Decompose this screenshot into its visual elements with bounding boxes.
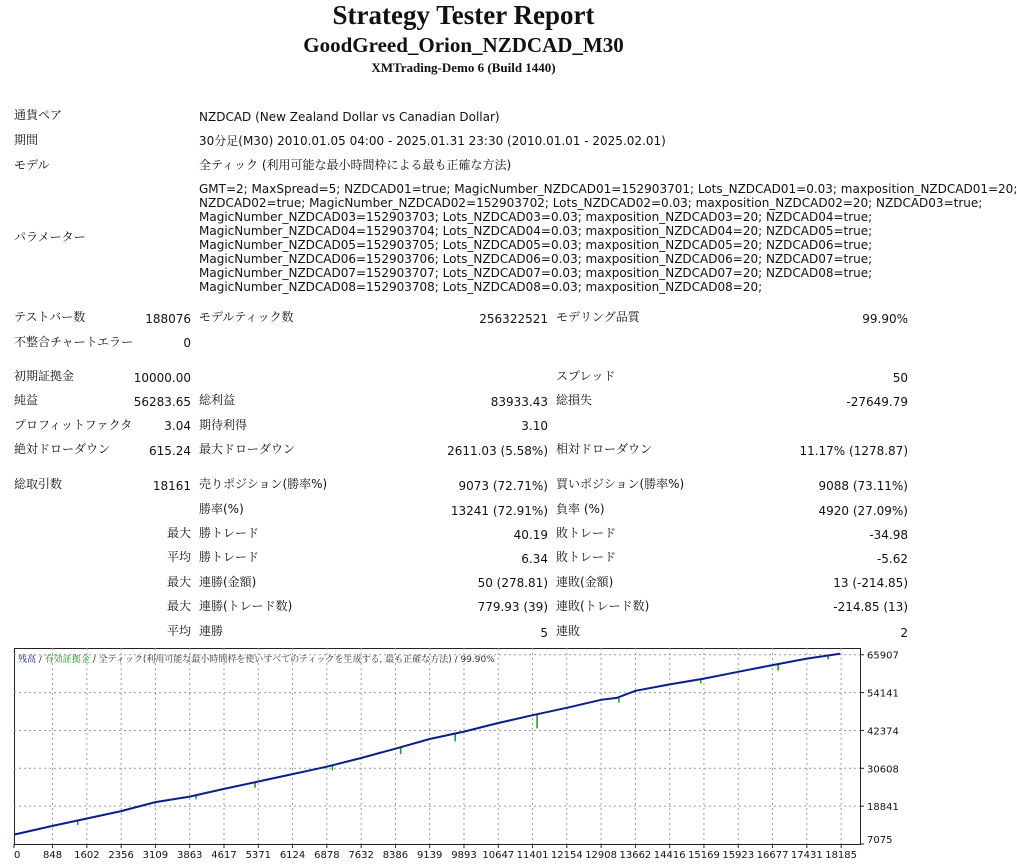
avg-loss-value: -5.62 — [876, 552, 908, 566]
report-subtitle: GoodGreed_Orion_NZDCAD_M30 — [303, 33, 624, 57]
legend-balance: 残高 — [18, 655, 37, 665]
x-tick-label: 6124 — [279, 850, 306, 861]
avg-consec-loss-label: 連敗 — [556, 624, 581, 638]
short-positions-label: 売りポジション(勝率%) — [199, 477, 328, 491]
legend-separator: / — [38, 655, 45, 665]
avg-label: 平均 — [166, 624, 191, 638]
quality-label: モデリング品質 — [556, 310, 640, 324]
total-trades-value: 18161 — [152, 479, 191, 493]
largest-loss-value: -34.98 — [869, 528, 908, 542]
x-tick-label: 15169 — [688, 850, 720, 861]
x-tick-label: 848 — [43, 850, 63, 861]
abs-drawdown-label: 絶対ドローダウン — [14, 442, 111, 456]
profit-factor-label: プロフィットファクタ — [14, 418, 133, 432]
max-drawdown-value: 2611.03 (5.58%) — [447, 444, 548, 458]
bars-label: テストバー数 — [14, 310, 86, 324]
avg-label: 平均 — [166, 550, 191, 564]
y-tick-label: 18841 — [867, 802, 899, 814]
max-consec-loss-money-value: 13 (-214.85) — [833, 576, 908, 590]
expected-payoff-value: 3.10 — [521, 419, 548, 433]
largest-loss-label: 敗トレード — [556, 526, 617, 540]
avg-consec-loss-value: 2 — [900, 626, 908, 640]
x-tick-label: 0 — [14, 850, 21, 861]
avg-win-value: 6.34 — [521, 552, 548, 566]
x-tick-label: 12908 — [585, 850, 618, 861]
quality-value: 99.90% — [862, 312, 908, 326]
x-tick-label: 14416 — [653, 850, 686, 861]
plot-area — [15, 649, 861, 845]
pair-label: 通貨ペア — [14, 108, 63, 122]
deposit-label: 初期証拠金 — [14, 369, 75, 383]
win-rate-value: 13241 (72.91%) — [450, 504, 548, 518]
y-tick-label: 42374 — [867, 726, 899, 738]
x-tick-label: 4617 — [211, 850, 237, 861]
x-axis-ticks — [14, 844, 857, 861]
params-line: NZDCAD02=true; MagicNumber_NZDCAD02=152903702; Lots_NZDCAD02=0.03; maxposition_NZDCAD02=20; NZDCAD03=true; — [199, 196, 983, 210]
x-tick-label: 13662 — [619, 850, 652, 861]
x-tick-label: 16677 — [756, 850, 789, 861]
chart-legend — [18, 653, 495, 665]
max-consec-win-trades-label: 連勝(トレード数) — [199, 599, 293, 613]
y-axis-ticks — [860, 651, 899, 846]
profit-factor-value: 3.04 — [164, 419, 191, 433]
params-line: MagicNumber_NZDCAD05=152903705; Lots_NZDCAD05=0.03; maxposition_NZDCAD05=20; NZDCAD06=true; — [199, 238, 873, 252]
params-line: GMT=2; MaxSpread=5; NZDCAD01=true; MagicNumber_NZDCAD01=152903701; Lots_NZDCAD01=0.03; maxposition_NZDCAD01=20; — [199, 182, 1017, 196]
x-tick-label: 5371 — [245, 850, 272, 861]
short-positions-value: 9073 (72.71%) — [458, 479, 548, 493]
gross-profit-label: 総利益 — [199, 393, 236, 407]
max-consec-win-money-value: 50 (278.81) — [477, 576, 548, 590]
spread-value: 50 — [892, 371, 908, 385]
long-positions-label: 買いポジション(勝率%) — [556, 477, 685, 491]
y-tick-label: 54141 — [867, 688, 899, 700]
report-build: XMTrading-Demo 6 (Build 1440) — [371, 60, 556, 75]
x-tick-label: 3109 — [142, 850, 169, 861]
x-tick-label: 7632 — [348, 850, 374, 861]
legend-equity: 有効証拠金 — [44, 655, 90, 665]
model-label: モデル — [14, 158, 50, 172]
avg-consec-win-label: 連勝 — [199, 624, 224, 638]
params-line: MagicNumber_NZDCAD08=152903708; Lots_NZDCAD08=0.03; maxposition_NZDCAD08=20; — [199, 280, 763, 294]
abs-drawdown-value: 615.24 — [149, 444, 191, 458]
y-tick-label: 30608 — [867, 764, 899, 776]
report-title: Strategy Tester Report — [332, 0, 595, 30]
params-line: MagicNumber_NZDCAD06=152903706; Lots_NZDCAD06=0.03; maxposition_NZDCAD06=20; NZDCAD07=true; — [199, 252, 873, 266]
max-consec-loss-trades-label: 連敗(トレード数) — [556, 599, 650, 613]
net-profit-value: 56283.65 — [133, 395, 191, 409]
ticks-value: 256322521 — [479, 312, 548, 326]
win-rate-label: 勝率(%) — [199, 502, 244, 516]
period-label: 期間 — [14, 133, 39, 147]
rel-drawdown-label: 相対ドローダウン — [556, 442, 653, 456]
y-tick-label: 7075 — [867, 835, 893, 846]
mismatch-label: 不整合チャートエラー — [14, 335, 134, 349]
pair-value: NZDCAD (New Zealand Dollar vs Canadian Dollar) — [199, 110, 500, 124]
y-tick-label: 65907 — [867, 650, 899, 662]
net-profit-label: 純益 — [14, 393, 39, 407]
x-tick-label: 11401 — [516, 850, 549, 861]
avg-consec-win-value: 5 — [540, 626, 548, 640]
params-label: パラメーター — [14, 230, 86, 244]
mismatch-value: 0 — [183, 336, 191, 350]
rel-drawdown-value: 11.17% (1278.87) — [799, 444, 908, 458]
deposit-value: 10000.00 — [133, 371, 191, 385]
max-consec-loss-trades-value: -214.85 (13) — [833, 600, 908, 614]
params-line: MagicNumber_NZDCAD03=152903703; Lots_NZDCAD03=0.03; maxposition_NZDCAD03=20; NZDCAD04=true; — [199, 210, 873, 224]
largest-win-label: 勝トレード — [199, 526, 260, 540]
x-tick-label: 2356 — [108, 850, 134, 861]
loss-rate-value: 4920 (27.09%) — [818, 504, 908, 518]
balance-chart — [14, 648, 914, 866]
ticks-label: モデルティック数 — [199, 310, 294, 324]
spread-label: スプレッド — [556, 369, 616, 383]
max-consec-win-money-label: 連勝(金額) — [199, 575, 257, 589]
x-tick-label: 6878 — [314, 850, 340, 861]
x-tick-label: 1602 — [74, 850, 100, 861]
max-label: 最大 — [166, 599, 191, 613]
max-label: 最大 — [166, 575, 191, 589]
loss-rate-label: 負率 (%) — [556, 502, 605, 516]
gross-loss-label: 総損失 — [556, 393, 593, 407]
x-tick-label: 12154 — [550, 850, 583, 861]
avg-loss-label: 敗トレード — [556, 550, 617, 564]
gross-profit-value: 83933.43 — [490, 395, 548, 409]
x-tick-label: 18185 — [825, 850, 858, 861]
max-label: 最大 — [166, 526, 191, 540]
params-line: MagicNumber_NZDCAD07=152903707; Lots_NZDCAD07=0.03; maxposition_NZDCAD07=20; NZDCAD08=true; — [199, 266, 873, 280]
max-consec-win-trades-value: 779.93 (39) — [477, 600, 548, 614]
max-consec-loss-money-label: 連敗(金額) — [556, 575, 614, 589]
x-tick-label: 15923 — [722, 850, 755, 861]
x-tick-label: 17431 — [790, 850, 823, 861]
x-tick-label: 8386 — [382, 850, 409, 861]
largest-win-value: 40.19 — [513, 528, 548, 542]
long-positions-value: 9088 (73.11%) — [818, 479, 908, 493]
avg-win-label: 勝トレード — [199, 550, 260, 564]
x-tick-label: 9139 — [416, 850, 443, 861]
max-drawdown-label: 最大ドローダウン — [199, 442, 296, 456]
model-value: 全ティック (利用可能な最小時間枠による最も正確な方法) — [199, 158, 512, 172]
x-tick-label: 3863 — [176, 850, 203, 861]
x-tick-label: 10647 — [482, 850, 515, 861]
gross-loss-value: -27649.79 — [846, 395, 908, 409]
total-trades-label: 総取引数 — [14, 477, 63, 491]
bars-value: 188076 — [145, 312, 191, 326]
expected-payoff-label: 期待利得 — [199, 418, 248, 432]
params-line: MagicNumber_NZDCAD04=152903704; Lots_NZDCAD04=0.03; maxposition_NZDCAD04=20; NZDCAD05=true; — [199, 224, 873, 238]
params-value — [199, 182, 1017, 294]
legend-description: / 全ティック(利用可能な最小時間枠を使いすべてのティックを生成する, 最も正確な方法) / 99.90% — [92, 655, 495, 665]
period-value: 30分足(M30) 2010.01.05 04:00 - 2025.01.31 23:30 (2010.01.01 - 2025.02.01) — [199, 134, 666, 148]
x-tick-label: 9893 — [451, 850, 477, 861]
